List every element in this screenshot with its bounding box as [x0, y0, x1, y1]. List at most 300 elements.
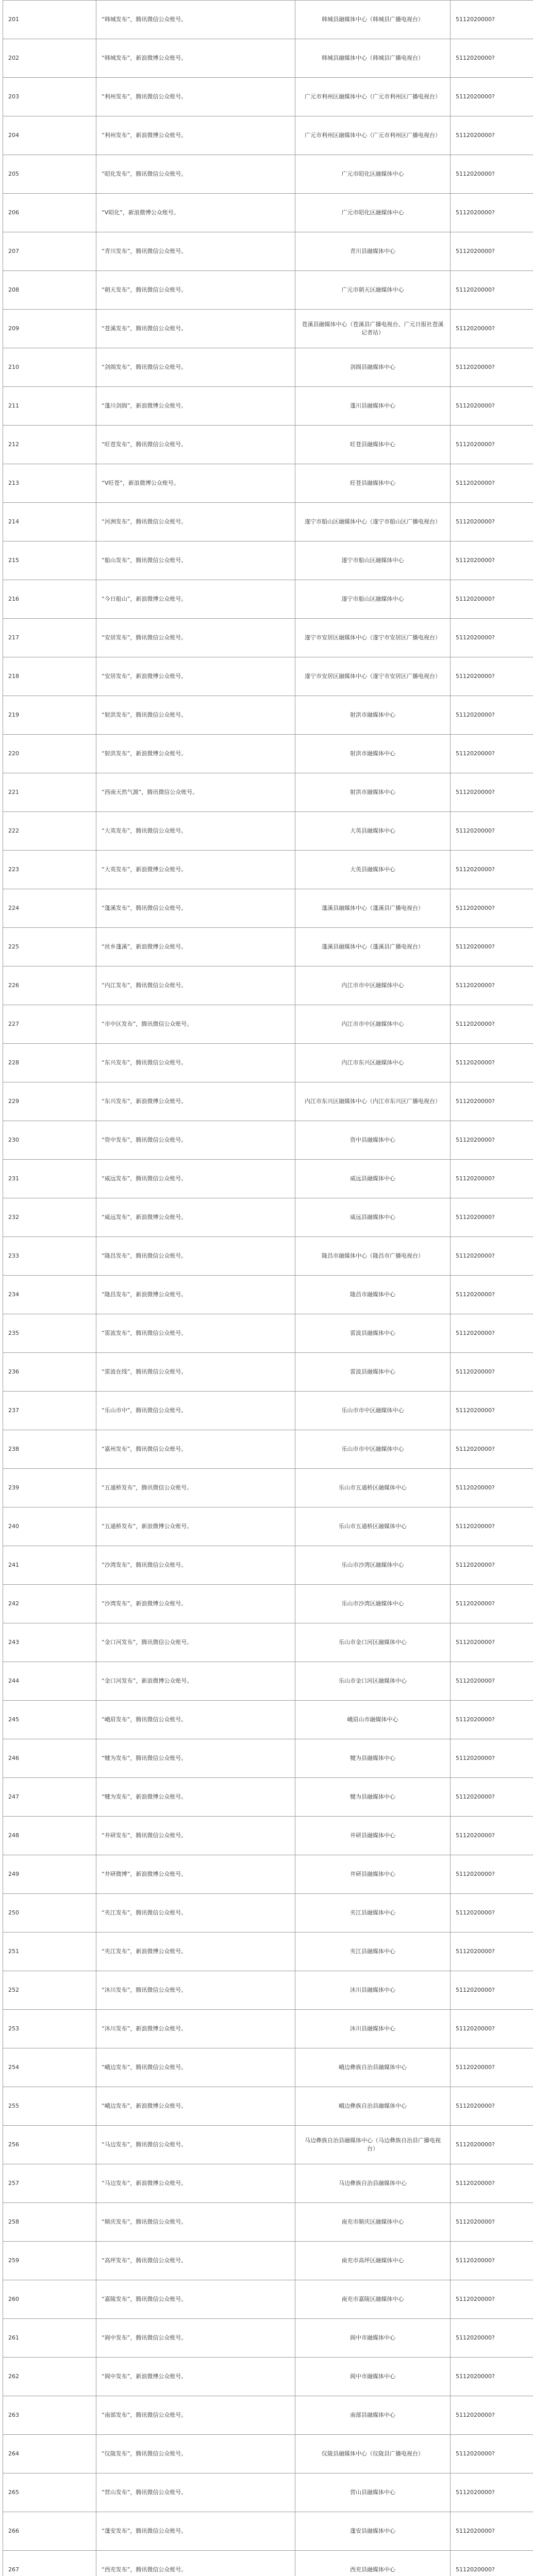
- account-registry-table: [3, 0, 533, 2576]
- cell-record-code: 5112020000?: [451, 464, 533, 503]
- table-row: [3, 2512, 533, 2551]
- cell-operating-unit: 乐山市市中区融媒体中心: [295, 1430, 451, 1469]
- cell-account-name: “安居发布”，腾讯微信公众账号。: [96, 619, 295, 657]
- cell-row-number: 250: [3, 1894, 96, 1933]
- table-body: [3, 1, 533, 2576]
- table-row: [3, 619, 533, 657]
- cell-operating-unit: 雷波县融媒体中心: [295, 1314, 451, 1353]
- cell-record-code: 5112020000?: [451, 39, 533, 78]
- cell-operating-unit: 南充市嘉陵区融媒体中心: [295, 2280, 451, 2319]
- cell-record-code: 5112020000?: [451, 1662, 533, 1701]
- table-row: [3, 1, 533, 39]
- cell-operating-unit: 内江市东兴区融媒体中心: [295, 1044, 451, 1082]
- cell-record-code: 5112020000?: [451, 541, 533, 580]
- cell-record-code: 5112020000?: [451, 2164, 533, 2203]
- cell-record-code: 5112020000?: [451, 1353, 533, 1392]
- cell-account-name: “蓬川剑阁”，新浪微博公众账号。: [96, 387, 295, 426]
- cell-account-name: “高坪发布”，腾讯微信公众账号。: [96, 2242, 295, 2280]
- cell-account-name: “东兴发布”，腾讯微信公众账号。: [96, 1044, 295, 1082]
- cell-account-name: “利州发布”，新浪微博公众账号。: [96, 116, 295, 155]
- cell-operating-unit: 南充市顺庆区融媒体中心: [295, 2203, 451, 2242]
- cell-row-number: 242: [3, 1585, 96, 1623]
- cell-operating-unit: 峨边彝族自治县融媒体中心: [295, 2087, 451, 2126]
- cell-operating-unit: 威远县融媒体中心: [295, 1160, 451, 1198]
- cell-operating-unit: 资中县融媒体中心: [295, 1121, 451, 1160]
- cell-record-code: 5112020000?: [451, 387, 533, 426]
- cell-operating-unit: 井研县融媒体中心: [295, 1817, 451, 1855]
- cell-account-name: “雷波发布”，腾讯微信公众账号。: [96, 1314, 295, 1353]
- cell-record-code: 5112020000?: [451, 1933, 533, 1971]
- table-row: [3, 812, 533, 851]
- cell-record-code: 5112020000?: [451, 2396, 533, 2435]
- cell-record-code: 5112020000?: [451, 735, 533, 773]
- table-row: [3, 1005, 533, 1044]
- cell-record-code: 5112020000?: [451, 1198, 533, 1237]
- cell-operating-unit: 剑阁县融媒体中心: [295, 348, 451, 387]
- table-row: [3, 1971, 533, 2010]
- cell-account-name: “昭化发布”，腾讯微信公众账号。: [96, 155, 295, 194]
- cell-operating-unit: 遂宁市安居区融媒体中心（遂宁市安居区广播电视台）: [295, 619, 451, 657]
- cell-account-name: “蓬安发布”，腾讯微信公众账号。: [96, 2512, 295, 2551]
- cell-row-number: 235: [3, 1314, 96, 1353]
- cell-row-number: 248: [3, 1817, 96, 1855]
- table-row: [3, 1276, 533, 1314]
- cell-operating-unit: 雷波县融媒体中心: [295, 1353, 451, 1392]
- cell-row-number: 224: [3, 889, 96, 928]
- cell-account-name: “西南天然气源”，腾讯微信公众账号。: [96, 773, 295, 812]
- cell-account-name: “射洪发布”，腾讯微信公众账号。: [96, 696, 295, 735]
- cell-record-code: 5112020000?: [451, 2087, 533, 2126]
- cell-account-name: “韩城发布”，新浪微博公众账号。: [96, 39, 295, 78]
- cell-account-name: “顺庆发布”，腾讯微信公众账号。: [96, 2203, 295, 2242]
- table-row: [3, 580, 533, 619]
- cell-account-name: “五通桥发布”，新浪微博公众账号。: [96, 1507, 295, 1546]
- cell-row-number: 204: [3, 116, 96, 155]
- cell-record-code: 5112020000?: [451, 2010, 533, 2048]
- table-row: [3, 696, 533, 735]
- table-row: [3, 1392, 533, 1430]
- cell-account-name: “犍为发布”，新浪微博公众账号。: [96, 1778, 295, 1817]
- cell-account-name: “马边发布”，腾讯微信公众账号。: [96, 2126, 295, 2164]
- cell-operating-unit: 阆中市融媒体中心: [295, 2319, 451, 2358]
- table-row: [3, 657, 533, 696]
- cell-row-number: 265: [3, 2473, 96, 2512]
- cell-row-number: 237: [3, 1392, 96, 1430]
- table-row: [3, 2319, 533, 2358]
- table-row: [3, 155, 533, 194]
- cell-operating-unit: 射洪市融媒体中心: [295, 696, 451, 735]
- cell-operating-unit: 沐川县融媒体中心: [295, 1971, 451, 2010]
- cell-row-number: 253: [3, 2010, 96, 2048]
- cell-account-name: “乐山市中”，腾讯微信公众账号。: [96, 1392, 295, 1430]
- table-row: [3, 1469, 533, 1507]
- cell-record-code: 5112020000?: [451, 1314, 533, 1353]
- table-row: [3, 1585, 533, 1623]
- cell-record-code: 5112020000?: [451, 657, 533, 696]
- cell-operating-unit: 阆中市融媒体中心: [295, 2358, 451, 2396]
- cell-row-number: 266: [3, 2512, 96, 2551]
- cell-record-code: 5112020000?: [451, 2358, 533, 2396]
- table-row: [3, 773, 533, 812]
- cell-record-code: 5112020000?: [451, 2242, 533, 2280]
- cell-record-code: 5112020000?: [451, 1894, 533, 1933]
- cell-account-name: “青川发布”，腾讯微信公众账号。: [96, 232, 295, 271]
- cell-record-code: 5112020000?: [451, 1005, 533, 1044]
- cell-row-number: 238: [3, 1430, 96, 1469]
- cell-row-number: 246: [3, 1739, 96, 1778]
- table-row: [3, 928, 533, 967]
- table-row: [3, 232, 533, 271]
- cell-operating-unit: 射洪市融媒体中心: [295, 773, 451, 812]
- cell-record-code: 5112020000?: [451, 116, 533, 155]
- cell-record-code: 5112020000?: [451, 194, 533, 232]
- table-row: [3, 2203, 533, 2242]
- cell-row-number: 207: [3, 232, 96, 271]
- cell-operating-unit: 乐山市沙湾区融媒体中心: [295, 1585, 451, 1623]
- table-row: [3, 2164, 533, 2203]
- cell-account-name: “井研发布”，腾讯微信公众账号。: [96, 1817, 295, 1855]
- cell-record-code: 5112020000?: [451, 889, 533, 928]
- cell-account-name: “丝乡蓬溪”，新浪微博公众账号。: [96, 928, 295, 967]
- cell-operating-unit: 乐山市金口河区融媒体中心: [295, 1623, 451, 1662]
- cell-row-number: 262: [3, 2358, 96, 2396]
- cell-operating-unit: 犍为县融媒体中心: [295, 1778, 451, 1817]
- cell-account-name: “夹江发布”，腾讯微信公众账号。: [96, 1894, 295, 1933]
- cell-operating-unit: 广元市利州区融媒体中心（广元市利州区广播电视台）: [295, 116, 451, 155]
- cell-record-code: 5112020000?: [451, 1855, 533, 1894]
- cell-record-code: 5112020000?: [451, 928, 533, 967]
- cell-row-number: 234: [3, 1276, 96, 1314]
- cell-record-code: 5112020000?: [451, 1237, 533, 1276]
- cell-row-number: 201: [3, 1, 96, 39]
- cell-operating-unit: 乐山市沙湾区融媒体中心: [295, 1546, 451, 1585]
- table-row: [3, 1933, 533, 1971]
- cell-account-name: “峨边发布”，新浪微博公众账号。: [96, 2087, 295, 2126]
- table-row: [3, 2126, 533, 2164]
- cell-operating-unit: 威远县融媒体中心: [295, 1198, 451, 1237]
- cell-operating-unit: 遂宁市船山区融媒体中心: [295, 580, 451, 619]
- cell-account-name: “剑阁发布”，腾讯微信公众账号。: [96, 348, 295, 387]
- cell-operating-unit: 乐山市市中区融媒体中心: [295, 1392, 451, 1430]
- cell-row-number: 203: [3, 78, 96, 116]
- table-row: [3, 1198, 533, 1237]
- cell-record-code: 5112020000?: [451, 1082, 533, 1121]
- table-row: [3, 2087, 533, 2126]
- cell-record-code: 5112020000?: [451, 967, 533, 1005]
- table-row: [3, 1044, 533, 1082]
- cell-record-code: 5112020000?: [451, 2551, 533, 2576]
- cell-record-code: 5112020000?: [451, 2126, 533, 2164]
- table-row: [3, 39, 533, 78]
- cell-row-number: 241: [3, 1546, 96, 1585]
- cell-record-code: 5112020000?: [451, 2319, 533, 2358]
- cell-account-name: “威远发布”，腾讯微信公众账号。: [96, 1160, 295, 1198]
- cell-operating-unit: 韩城县融媒体中心（韩城县广播电视台）: [295, 39, 451, 78]
- cell-record-code: 5112020000?: [451, 1778, 533, 1817]
- cell-operating-unit: 遂宁市船山区融媒体中心（遂宁市船山区广播电视台）: [295, 503, 451, 541]
- cell-record-code: 5112020000?: [451, 580, 533, 619]
- cell-operating-unit: 大英县融媒体中心: [295, 812, 451, 851]
- cell-account-name: “V旺苍”，新浪微博公众账号。: [96, 464, 295, 503]
- cell-operating-unit: 仪陇县融媒体中心（仪陇县广播电视台）: [295, 2435, 451, 2473]
- cell-row-number: 244: [3, 1662, 96, 1701]
- cell-operating-unit: 大英县融媒体中心: [295, 851, 451, 889]
- table-row: [3, 310, 533, 348]
- table-row: [3, 1082, 533, 1121]
- table-row: [3, 1739, 533, 1778]
- cell-operating-unit: 夹江县融媒体中心: [295, 1894, 451, 1933]
- cell-record-code: 5112020000?: [451, 2280, 533, 2319]
- cell-account-name: “仪陇发布”，腾讯微信公众账号。: [96, 2435, 295, 2473]
- cell-operating-unit: 蓬溪县融媒体中心（蓬溪县广播电视台）: [295, 928, 451, 967]
- cell-row-number: 240: [3, 1507, 96, 1546]
- table-row: [3, 2048, 533, 2087]
- cell-account-name: “金口河发布”，腾讯微信公众账号。: [96, 1623, 295, 1662]
- cell-operating-unit: 南充市高坪区融媒体中心: [295, 2242, 451, 2280]
- cell-record-code: 5112020000?: [451, 348, 533, 387]
- cell-record-code: 5112020000?: [451, 851, 533, 889]
- cell-account-name: “安居发布”，新浪微博公众账号。: [96, 657, 295, 696]
- cell-record-code: 5112020000?: [451, 1160, 533, 1198]
- cell-account-name: “嘉州发布”，腾讯微信公众账号。: [96, 1430, 295, 1469]
- table-row: [3, 1817, 533, 1855]
- table-row: [3, 1623, 533, 1662]
- cell-record-code: 5112020000?: [451, 271, 533, 310]
- cell-row-number: 255: [3, 2087, 96, 2126]
- cell-account-name: “船山发布”，腾讯微信公众账号。: [96, 541, 295, 580]
- table-row: [3, 1701, 533, 1739]
- cell-record-code: 5112020000?: [451, 1817, 533, 1855]
- cell-record-code: 5112020000?: [451, 619, 533, 657]
- cell-record-code: 5112020000?: [451, 78, 533, 116]
- cell-operating-unit: 峨边彝族自治县融媒体中心: [295, 2048, 451, 2087]
- cell-row-number: 252: [3, 1971, 96, 2010]
- table-row: [3, 1662, 533, 1701]
- cell-operating-unit: 遂宁市安居区融媒体中心（遂宁市安居区广播电视台）: [295, 657, 451, 696]
- table-row: [3, 1314, 533, 1353]
- cell-row-number: 210: [3, 348, 96, 387]
- cell-account-name: “隆昌发布”，腾讯微信公众账号。: [96, 1237, 295, 1276]
- cell-account-name: “沙湾发布”，腾讯微信公众账号。: [96, 1546, 295, 1585]
- cell-operating-unit: 韩城县融媒体中心（韩城县广播电视台）: [295, 1, 451, 39]
- cell-account-name: “东兴发布”，新浪微博公众账号。: [96, 1082, 295, 1121]
- cell-record-code: 5112020000?: [451, 1585, 533, 1623]
- cell-account-name: “嘉陵发布”，腾讯微信公众账号。: [96, 2280, 295, 2319]
- cell-account-name: “阆中发布”，腾讯微信公众账号。: [96, 2319, 295, 2358]
- cell-operating-unit: 隆昌市融媒体中心（隆昌市广播电视台）: [295, 1237, 451, 1276]
- cell-row-number: 257: [3, 2164, 96, 2203]
- cell-row-number: 217: [3, 619, 96, 657]
- cell-record-code: 5112020000?: [451, 1739, 533, 1778]
- table-row: [3, 1546, 533, 1585]
- cell-account-name: “犍为发布”，腾讯微信公众账号。: [96, 1739, 295, 1778]
- cell-record-code: 5112020000?: [451, 2435, 533, 2473]
- cell-row-number: 211: [3, 387, 96, 426]
- cell-account-name: “南部发布”，腾讯微信公众账号。: [96, 2396, 295, 2435]
- table-row: [3, 348, 533, 387]
- cell-operating-unit: 苍溪县融媒体中心（苍溪县广播电视台、广元日报社苍溪记者站）: [295, 310, 451, 348]
- cell-operating-unit: 蓬安县融媒体中心: [295, 2512, 451, 2551]
- table-row: [3, 1121, 533, 1160]
- cell-account-name: “旺苍发布”，腾讯微信公众账号。: [96, 426, 295, 464]
- cell-operating-unit: 遂宁市船山区融媒体中心: [295, 541, 451, 580]
- cell-row-number: 247: [3, 1778, 96, 1817]
- cell-record-code: 5112020000?: [451, 1546, 533, 1585]
- cell-account-name: “V昭化”，新浪微博公众账号。: [96, 194, 295, 232]
- cell-row-number: 202: [3, 39, 96, 78]
- table-row: [3, 387, 533, 426]
- cell-account-name: “内江发布”，腾讯微信公众账号。: [96, 967, 295, 1005]
- cell-row-number: 225: [3, 928, 96, 967]
- cell-account-name: “夹江发布”，新浪微博公众账号。: [96, 1933, 295, 1971]
- cell-record-code: 5112020000?: [451, 1507, 533, 1546]
- cell-account-name: “西充发布”，腾讯微信公众账号。: [96, 2551, 295, 2576]
- cell-record-code: 5112020000?: [451, 1276, 533, 1314]
- cell-operating-unit: 隆昌市融媒体中心: [295, 1276, 451, 1314]
- cell-record-code: 5112020000?: [451, 2048, 533, 2087]
- cell-row-number: 259: [3, 2242, 96, 2280]
- cell-row-number: 263: [3, 2396, 96, 2435]
- cell-operating-unit: 旺苍县融媒体中心: [295, 426, 451, 464]
- cell-account-name: “五通桥发布”，腾讯微信公众账号。: [96, 1469, 295, 1507]
- cell-operating-unit: 内江市东兴区融媒体中心（内江市东兴区广播电视台）: [295, 1082, 451, 1121]
- table-row: [3, 889, 533, 928]
- table-row: [3, 503, 533, 541]
- cell-operating-unit: 青川县融媒体中心: [295, 232, 451, 271]
- cell-account-name: “市中区发布”，腾讯微信公众账号。: [96, 1005, 295, 1044]
- cell-record-code: 5112020000?: [451, 1469, 533, 1507]
- cell-record-code: 5112020000?: [451, 1701, 533, 1739]
- cell-row-number: 231: [3, 1160, 96, 1198]
- cell-record-code: 5112020000?: [451, 773, 533, 812]
- table-row: [3, 541, 533, 580]
- table-row: [3, 1894, 533, 1933]
- cell-account-name: “苍溪发布”，腾讯微信公众账号。: [96, 310, 295, 348]
- table-row: [3, 464, 533, 503]
- table-row: [3, 2242, 533, 2280]
- table-row: [3, 2473, 533, 2512]
- cell-account-name: “马边发布”，新浪微博公众账号。: [96, 2164, 295, 2203]
- table-row: [3, 2010, 533, 2048]
- cell-operating-unit: 乐山市金口河区融媒体中心: [295, 1662, 451, 1701]
- cell-operating-unit: 乐山市五通桥区融媒体中心: [295, 1469, 451, 1507]
- table-row: [3, 2435, 533, 2473]
- cell-record-code: 5112020000?: [451, 1, 533, 39]
- cell-account-name: “威远发布”，新浪微博公众账号。: [96, 1198, 295, 1237]
- cell-account-name: “沐川发布”，腾讯微信公众账号。: [96, 1971, 295, 2010]
- cell-row-number: 220: [3, 735, 96, 773]
- cell-account-name: “井研微博”，新浪微博公众账号。: [96, 1855, 295, 1894]
- cell-operating-unit: 蓬溪县融媒体中心（蓬溪县广播电视台）: [295, 889, 451, 928]
- cell-operating-unit: 营山县融媒体中心: [295, 2473, 451, 2512]
- table-row: [3, 78, 533, 116]
- cell-record-code: 5112020000?: [451, 1044, 533, 1082]
- cell-account-name: “沙湾发布”，新浪微博公众账号。: [96, 1585, 295, 1623]
- table-row: [3, 2280, 533, 2319]
- table-row: [3, 1237, 533, 1276]
- cell-account-name: “金口河发布”，新浪微博公众账号。: [96, 1662, 295, 1701]
- cell-row-number: 222: [3, 812, 96, 851]
- table-row: [3, 116, 533, 155]
- cell-record-code: 5112020000?: [451, 503, 533, 541]
- cell-account-name: “资中发布”，腾讯微信公众账号。: [96, 1121, 295, 1160]
- cell-operating-unit: 沐川县融媒体中心: [295, 2010, 451, 2048]
- cell-operating-unit: 西充县融媒体中心: [295, 2551, 451, 2576]
- cell-record-code: 5112020000?: [451, 2203, 533, 2242]
- cell-row-number: 243: [3, 1623, 96, 1662]
- cell-operating-unit: 内江市市中区融媒体中心: [295, 1005, 451, 1044]
- cell-row-number: 236: [3, 1353, 96, 1392]
- cell-account-name: “沐川发布”，新浪微博公众账号。: [96, 2010, 295, 2048]
- cell-row-number: 206: [3, 194, 96, 232]
- cell-account-name: “峨眉发布”，腾讯微信公众账号。: [96, 1701, 295, 1739]
- cell-record-code: 5112020000?: [451, 1392, 533, 1430]
- cell-record-code: 5112020000?: [451, 2473, 533, 2512]
- table-row: [3, 2551, 533, 2576]
- cell-operating-unit: 南部县融媒体中心: [295, 2396, 451, 2435]
- cell-record-code: 5112020000?: [451, 232, 533, 271]
- cell-record-code: 5112020000?: [451, 155, 533, 194]
- table-row: [3, 194, 533, 232]
- cell-row-number: 223: [3, 851, 96, 889]
- table-row: [3, 1855, 533, 1894]
- table-row: [3, 967, 533, 1005]
- cell-row-number: 228: [3, 1044, 96, 1082]
- cell-record-code: 5112020000?: [451, 1971, 533, 2010]
- cell-operating-unit: 旺苍县融媒体中心: [295, 464, 451, 503]
- cell-row-number: 229: [3, 1082, 96, 1121]
- cell-row-number: 258: [3, 2203, 96, 2242]
- cell-record-code: 5112020000?: [451, 310, 533, 348]
- cell-row-number: 205: [3, 155, 96, 194]
- cell-row-number: 226: [3, 967, 96, 1005]
- cell-row-number: 213: [3, 464, 96, 503]
- cell-row-number: 230: [3, 1121, 96, 1160]
- cell-row-number: 208: [3, 271, 96, 310]
- cell-row-number: 216: [3, 580, 96, 619]
- cell-operating-unit: 井研县融媒体中心: [295, 1855, 451, 1894]
- cell-row-number: 214: [3, 503, 96, 541]
- table-row: [3, 1430, 533, 1469]
- cell-operating-unit: 马边彝族自治县融媒体中心: [295, 2164, 451, 2203]
- table-row: [3, 2396, 533, 2435]
- cell-operating-unit: 犍为县融媒体中心: [295, 1739, 451, 1778]
- cell-row-number: 251: [3, 1933, 96, 1971]
- table-row: [3, 2358, 533, 2396]
- cell-operating-unit: 射洪市融媒体中心: [295, 735, 451, 773]
- cell-row-number: 218: [3, 657, 96, 696]
- cell-operating-unit: 广元市利州区融媒体中心（广元市利州区广播电视台）: [295, 78, 451, 116]
- cell-row-number: 227: [3, 1005, 96, 1044]
- table-row: [3, 735, 533, 773]
- cell-record-code: 5112020000?: [451, 426, 533, 464]
- cell-row-number: 261: [3, 2319, 96, 2358]
- cell-record-code: 5112020000?: [451, 812, 533, 851]
- cell-account-name: “河洲发布”，腾讯微信公众账号。: [96, 503, 295, 541]
- cell-row-number: 260: [3, 2280, 96, 2319]
- cell-account-name: “蓬溪发布”，腾讯微信公众账号。: [96, 889, 295, 928]
- cell-row-number: 256: [3, 2126, 96, 2164]
- cell-operating-unit: 内江市市中区融媒体中心: [295, 967, 451, 1005]
- cell-account-name: “利州发布”，腾讯微信公众账号。: [96, 78, 295, 116]
- cell-account-name: “营山发布”，腾讯微信公众账号。: [96, 2473, 295, 2512]
- cell-record-code: 5112020000?: [451, 1430, 533, 1469]
- cell-record-code: 5112020000?: [451, 696, 533, 735]
- cell-row-number: 209: [3, 310, 96, 348]
- cell-account-name: “峨边发布”，腾讯微信公众账号。: [96, 2048, 295, 2087]
- cell-operating-unit: 峨眉山市融媒体中心: [295, 1701, 451, 1739]
- cell-operating-unit: 马边彝族自治县融媒体中心（马边彝族自治县广播电视台）: [295, 2126, 451, 2164]
